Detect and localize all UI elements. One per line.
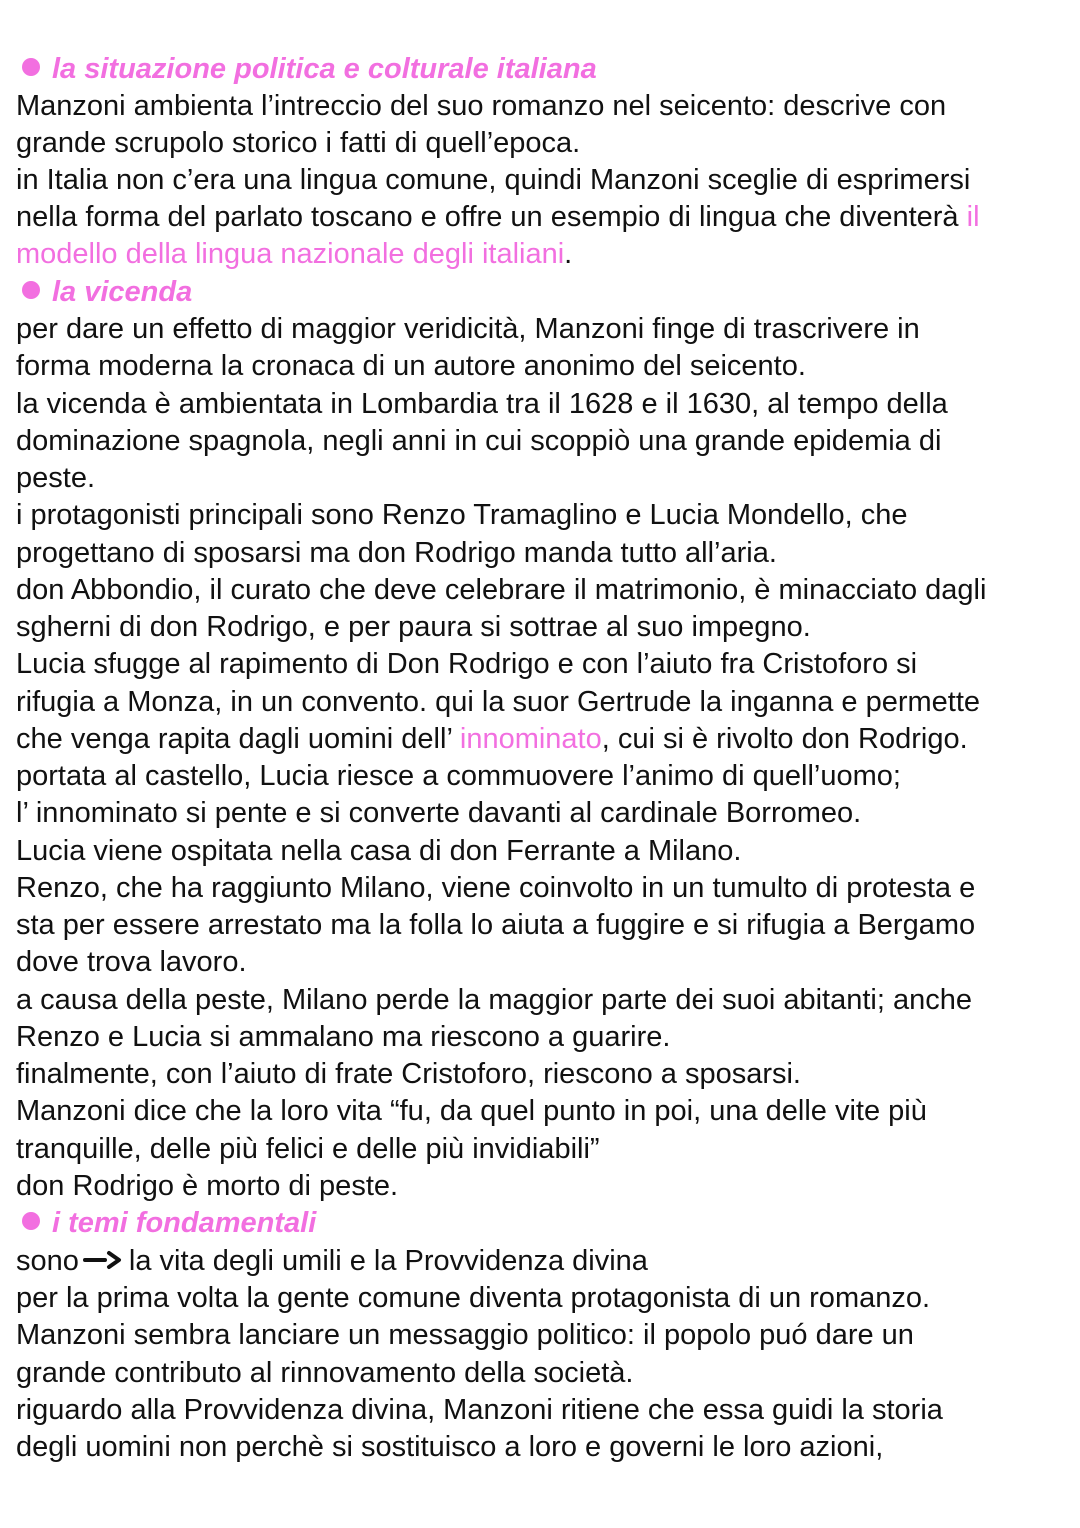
arrow-right-icon — [83, 1250, 125, 1270]
bullet-icon — [22, 1212, 40, 1230]
text-line: forma moderna la cronaca di un autore anonimo del seicento. — [16, 350, 806, 382]
text-line: Manzoni sembra lanciare un messaggio politico: il popolo puó dare un — [16, 1319, 914, 1351]
text-line: grande contributo al rinnovamento della società. — [16, 1357, 634, 1389]
section-heading-2: la vicenda — [22, 274, 192, 311]
bullet-icon — [22, 281, 40, 299]
text-line: riguardo alla Provvidenza divina, Manzoni ritiene che essa guidi la storia — [16, 1394, 943, 1426]
section-heading-1: la situazione politica e colturale italiana — [22, 51, 597, 88]
text-line: rifugia a Monza, in un convento. qui la suor Gertrude la inganna e permette — [16, 686, 981, 718]
text-line: don Rodrigo è morto di peste. — [16, 1170, 399, 1202]
text-line: Manzoni dice che la loro vita “fu, da quel punto in poi, una delle vite più — [16, 1095, 927, 1127]
text-line: Manzoni ambienta l’intreccio del suo romanzo nel seicento: descrive con — [16, 90, 947, 122]
text-line: finalmente, con l’aiuto di frate Cristoforo, riescono a sposarsi. — [16, 1058, 801, 1090]
text-line: tranquille, delle più felici e delle più invidiabili” — [16, 1133, 600, 1165]
text-line: progettano di sposarsi ma don Rodrigo manda tutto all’aria. — [16, 537, 777, 569]
text-line: i protagonisti principali sono Renzo Tramaglino e Lucia Mondello, che — [16, 499, 908, 531]
text-line: sgherni di don Rodrigo, e per paura si sottrae al suo impegno. — [16, 611, 811, 643]
text-line: per dare un effetto di maggior veridicità, Manzoni finge di trascrivere in — [16, 313, 920, 345]
text-line: in Italia non c’era una lingua comune, quindi Manzoni sceglie di esprimersi — [16, 164, 971, 196]
text-line: grande scrupolo storico i fatti di quell’epoca. — [16, 127, 581, 159]
text-line: Renzo, che ha raggiunto Milano, viene coinvolto in un tumulto di protesta e — [16, 872, 976, 904]
text-line: la vicenda è ambientata in Lombardia tra il 1628 e il 1630, al tempo della — [16, 388, 948, 420]
text-line: peste. — [16, 462, 95, 494]
text-line: per la prima volta la gente comune diventa protagonista di un romanzo. — [16, 1282, 931, 1314]
text-line: che venga rapita dagli uomini dell’ innominato, cui si è rivolto don Rodrigo. — [16, 723, 968, 755]
text-line: degli uomini non perchè si sostituisco a loro e governi le loro azioni, — [16, 1431, 884, 1463]
section-heading-3: i temi fondamentali — [22, 1205, 316, 1242]
text-line: sta per essere arrestato ma la folla lo aiuta a fuggire e si rifugia a Bergamo — [16, 909, 976, 941]
text-line: portata al castello, Lucia riesce a commuovere l’animo di quell’uomo; — [16, 760, 901, 792]
text-line: Renzo e Lucia si ammalano ma riescono a guarire. — [16, 1021, 671, 1053]
bullet-icon — [22, 58, 40, 76]
text-line: a causa della peste, Milano perde la maggior parte dei suoi abitanti; anche — [16, 984, 972, 1016]
text-line: l’ innominato si pente e si converte davanti al cardinale Borromeo. — [16, 797, 862, 829]
arrow-line: sono la vita degli umili e la Provvidenza divina — [16, 1245, 648, 1277]
text-line: Lucia viene ospitata nella casa di don Ferrante a Milano. — [16, 835, 742, 867]
text-line: modello della lingua nazionale degli italiani. — [16, 238, 573, 270]
text-line: dove trova lavoro. — [16, 946, 247, 978]
text-line: dominazione spagnola, negli anni in cui scoppiò una grande epidemia di — [16, 425, 942, 457]
text-line: Lucia sfugge al rapimento di Don Rodrigo e con l’aiuto fra Cristoforo si — [16, 648, 918, 680]
text-line: don Abbondio, il curato che deve celebrare il matrimonio, è minacciato dagli — [16, 574, 987, 606]
text-line: nella forma del parlato toscano e offre un esempio di lingua che diventerà il — [16, 201, 980, 233]
